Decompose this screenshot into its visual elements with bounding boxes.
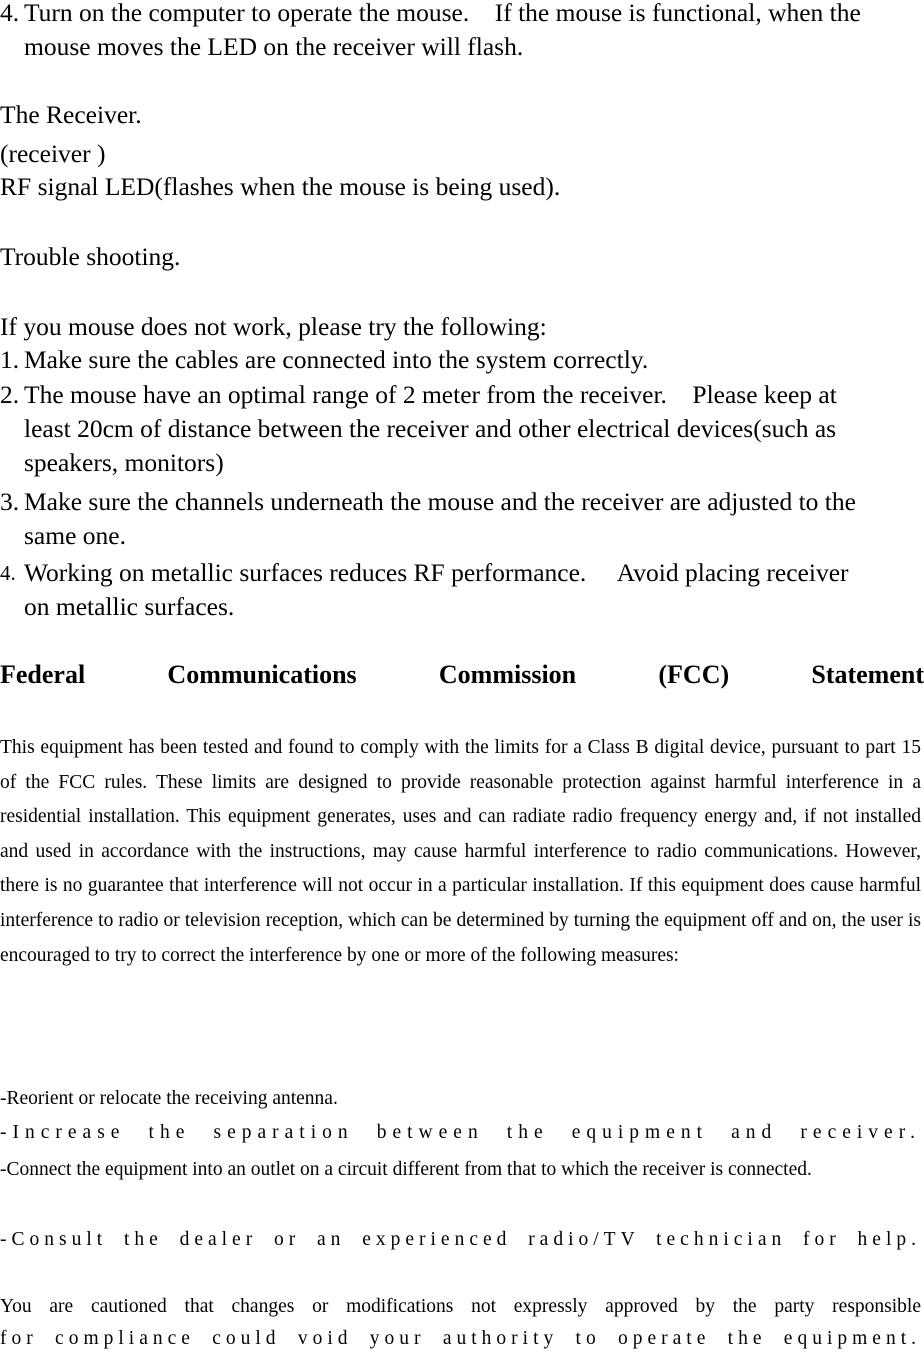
measure-increase: -Increase the separation between the equipment and receiver. [0, 1122, 921, 1143]
item-4-text [24, 556, 924, 624]
item-2-line-3: speakers, monitors) [24, 448, 224, 477]
caution-line-2: for compliance could void your authority to operate the equipment. [0, 1328, 921, 1349]
receiver-title: The Receiver. [0, 100, 142, 129]
measure-reorient: -Reorient or relocate the receiving antenna. [0, 1088, 338, 1109]
step-4 [0, 0, 924, 64]
measure-connect-text: -Connect the equipment into an outlet on a circuit different from that to which the receiver is connected. [0, 1159, 812, 1180]
caution-line-1: You are cautioned that changes or modifications not expressly approved by the party responsible [0, 1296, 921, 1317]
measure-connect [0, 1153, 921, 1187]
item-4-line-1: Working on metallic surfaces reduces RF performance. Avoid placing receiver [24, 558, 849, 587]
item-2-line-1: The mouse have an optimal range of 2 meter from the receiver. Please keep at [24, 380, 837, 409]
item-3-number: 3. [0, 487, 20, 516]
item-3-text [24, 485, 924, 553]
item-2-text [24, 378, 924, 480]
troubleshooting-intro: If you mouse does not work, please try the following: [0, 312, 547, 341]
fcc-paragraph: This equipment has been tested and found to comply with the limits for a Class B digital device, pursuant to part 15 of the FCC rules. These limits are designed to provide reasonable protection against harmful interference in a residential installation. This equipment generates, uses and can radiate radio frequency energy and, if not installed and used in accordance with the instructions, may cause harmful interference to radio communications. However, there is no guarantee that interference will not occur in a particular installation. If this equipment does cause harmful interference to radio or television reception, which can be determined by turning the equipment off and on, the user is encouraged to try to correct the interference by one or more of the following measures: [0, 737, 921, 966]
step-4-number: 4. [0, 0, 20, 27]
item-2-number: 2. [0, 380, 20, 409]
troubleshooting-item-3 [0, 485, 924, 553]
item-3-line-1: Make sure the channels underneath the mouse and the receiver are adjusted to the [24, 487, 856, 516]
item-4-number: 4. [0, 561, 16, 585]
troubleshooting-item-4 [0, 556, 924, 624]
measure-consult: -Consult the dealer or an experienced radio/TV technician for help. [0, 1229, 921, 1250]
step-4-text [24, 0, 924, 64]
troubleshooting-title: Trouble shooting. [0, 242, 181, 271]
item-1-line-1: Make sure the cables are connected into the system correctly. [24, 345, 649, 374]
troubleshooting-item-1 [0, 343, 924, 377]
receiver-label: (receiver ) [0, 139, 106, 168]
fcc-heading: Federal Communications Commission (FCC) Statement [0, 660, 924, 689]
step-4-line-2: mouse moves the LED on the receiver will flash. [24, 32, 524, 61]
step-4-line-1: Turn on the computer to operate the mouse. If the mouse is functional, when the [24, 0, 861, 27]
item-4-line-2: on metallic surfaces. [24, 592, 235, 621]
item-1-number: 1. [0, 345, 20, 374]
item-3-line-2: same one. [24, 521, 126, 550]
troubleshooting-item-2 [0, 378, 924, 482]
item-2-line-2: least 20cm of distance between the receiver and other electrical devices(such as [24, 414, 837, 443]
receiver-led-description: RF signal LED(flashes when the mouse is being used). [0, 172, 561, 201]
